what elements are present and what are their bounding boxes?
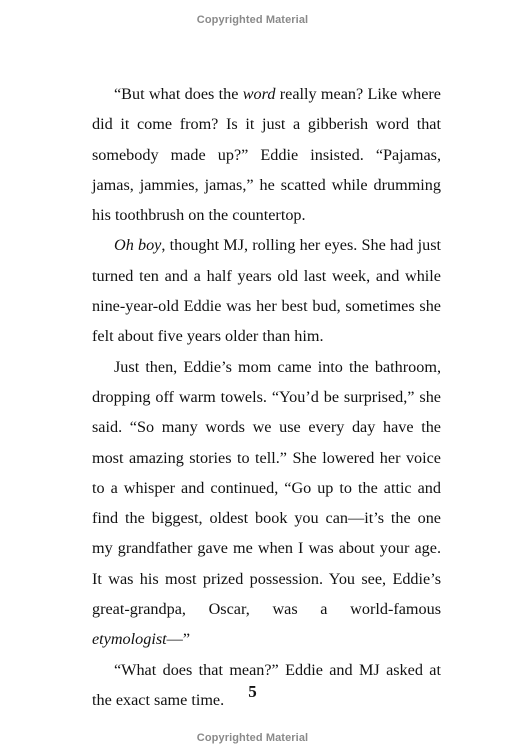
text-run: “What does that mean?” Eddie and MJ asked at the exact same time. xyxy=(92,660,441,709)
paragraph xyxy=(92,230,441,351)
italic-run: Oh boy xyxy=(114,236,162,255)
paragraph xyxy=(92,352,441,655)
text-run: really mean? Like where did it come from? Is it just a gibberish word that somebody made up?” Eddie insisted. “Pajamas, jamas, jammies, jamas,” he scatted while drumming his toothbrush on the countertop. xyxy=(92,85,441,225)
italic-run: etymologist xyxy=(92,630,167,649)
watermark-bottom: Copyrighted Material xyxy=(196,732,309,744)
text-run: “But what does the xyxy=(114,85,243,103)
paragraph xyxy=(92,79,441,230)
text-run: Just then, Eddie’s mom came into the bathroom, dropping off warm towels. “You’d be surprised,” she said. “So many words we use every day have the most amazing stories to tell.” She lowered her voice to a whisper and continued, “Go up to the attic and find the biggest, oldest book you can—it’s the one my grandfather gave me when I was about your age. It was his most prized possession. You see, Eddie’s great-grandpa, Oscar, was a world-famous xyxy=(92,357,441,619)
body-text xyxy=(92,79,441,715)
text-run: , thought MJ, rolling her eyes. She had just turned ten and a half years old last week, and while nine-year-old Eddie was her best bud, sometimes she felt about five years older than him. xyxy=(92,236,442,346)
watermark-top: Copyrighted Material xyxy=(196,14,309,26)
text-run: —” xyxy=(166,630,191,649)
italic-run: word xyxy=(242,85,276,103)
page-number: 5 xyxy=(248,682,257,701)
